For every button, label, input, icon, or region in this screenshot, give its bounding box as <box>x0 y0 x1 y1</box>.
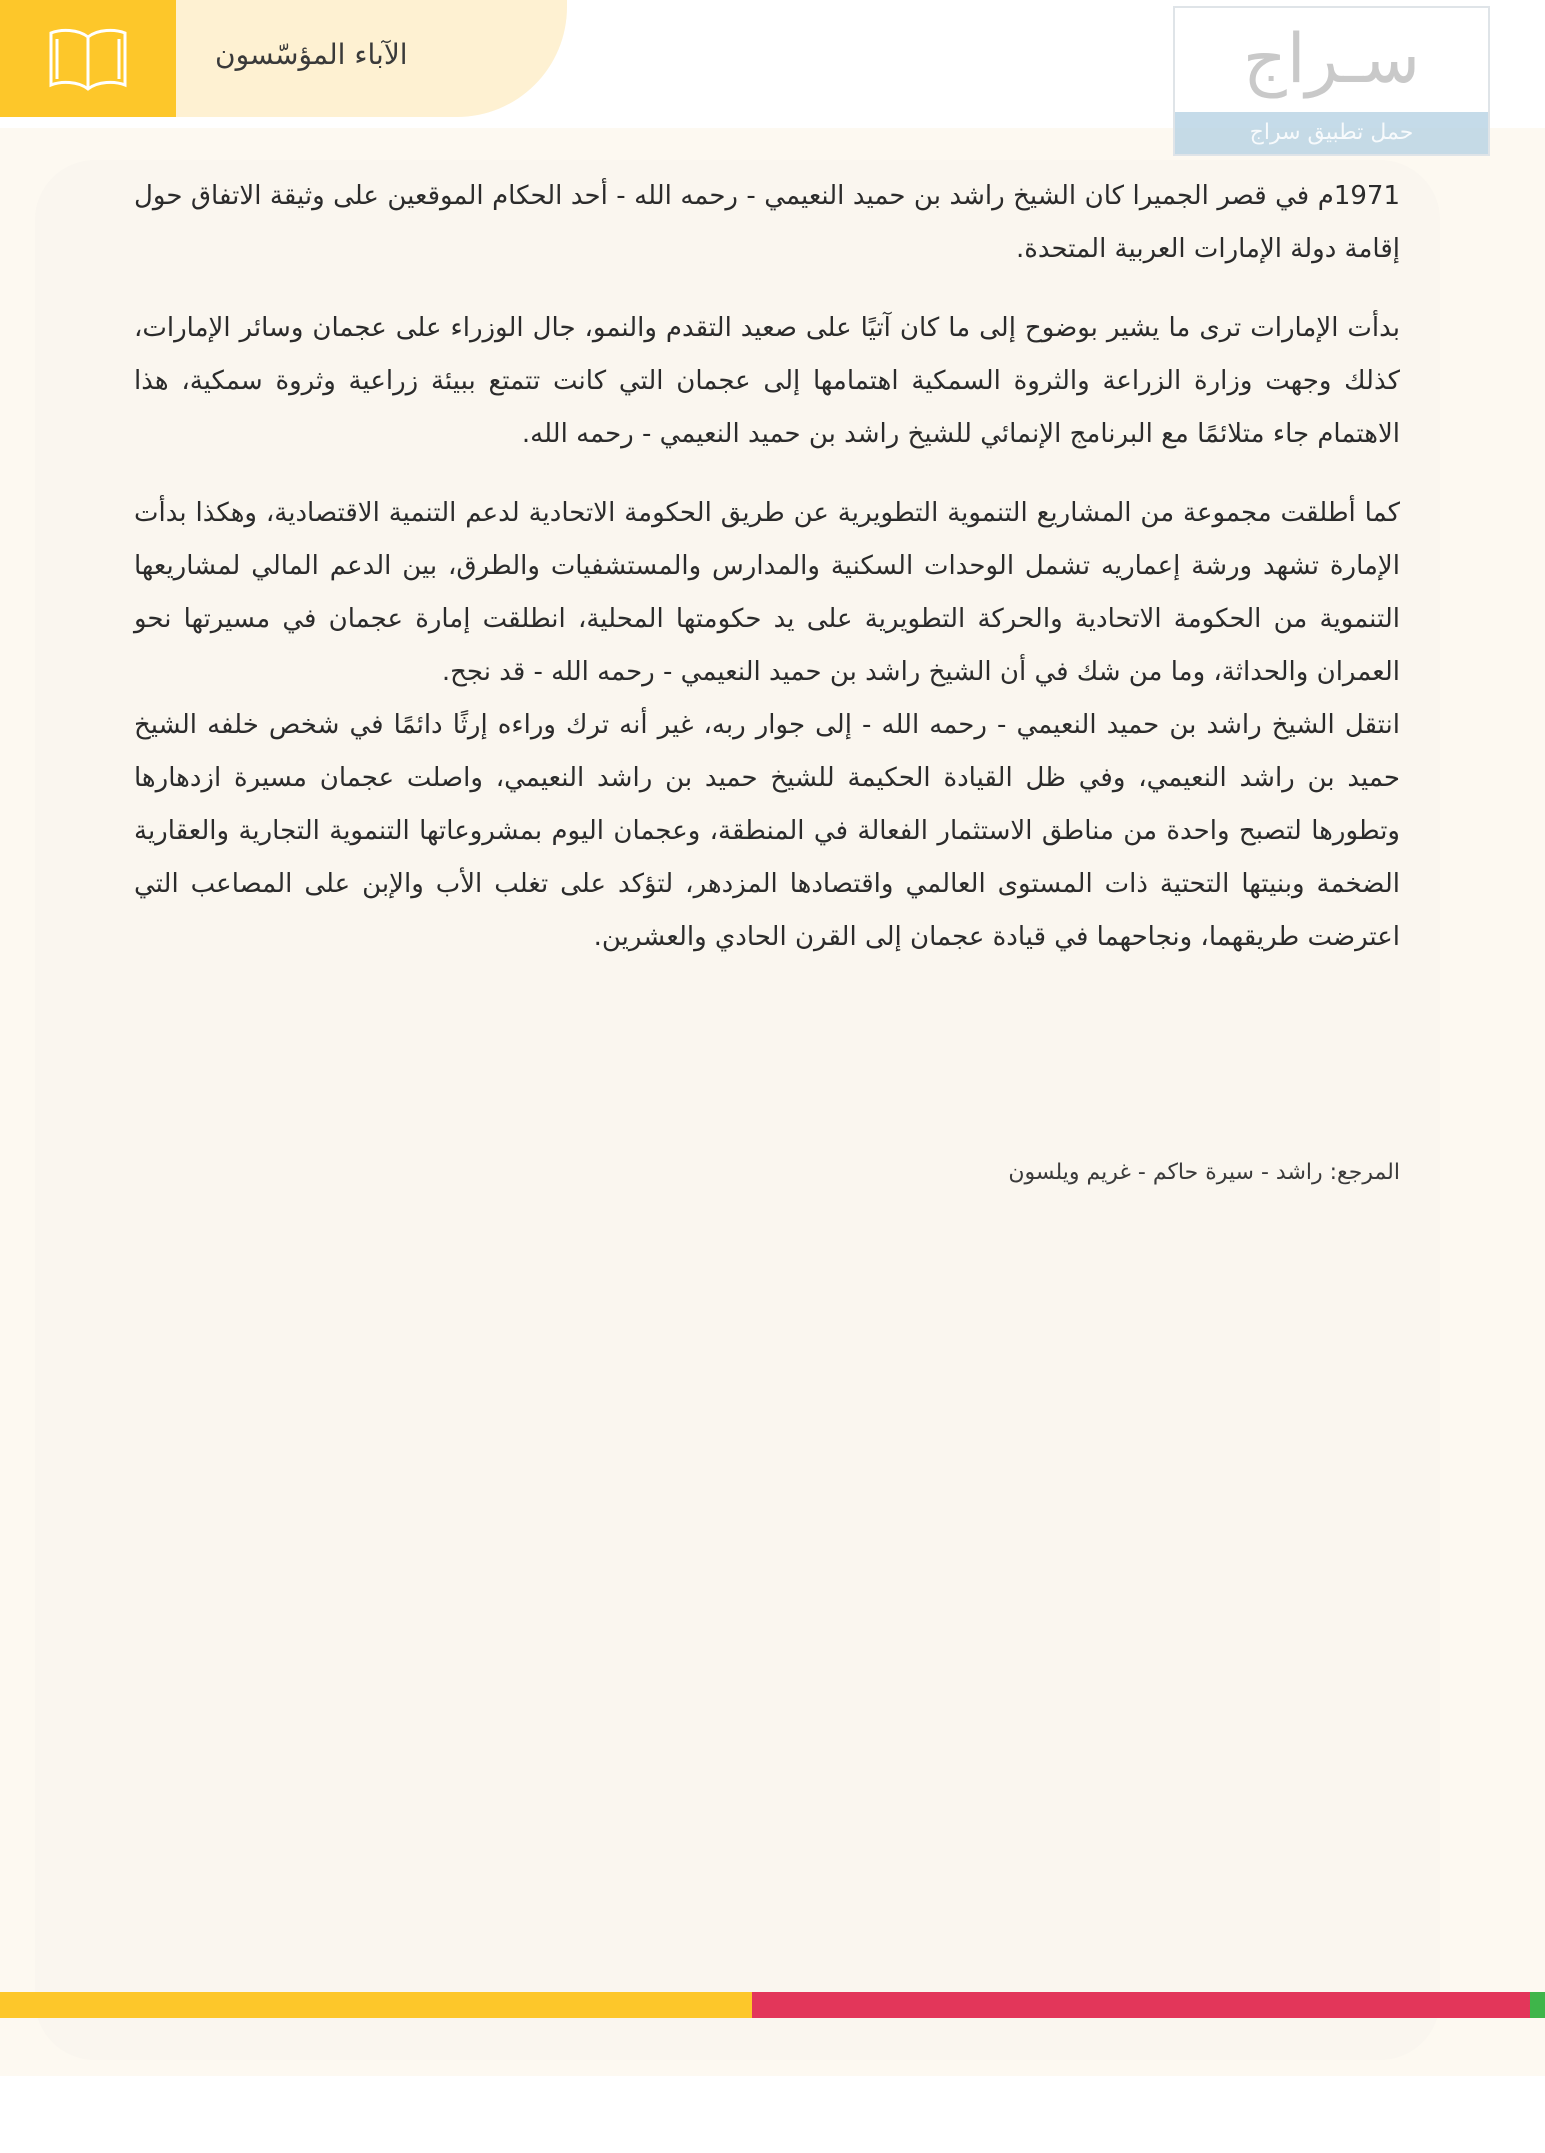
reference-citation: المرجع: راشد - سيرة حاكم - غريم ويلسون <box>1008 1160 1400 1185</box>
article-body <box>134 170 1400 990</box>
footer-bar-green <box>1530 1992 1545 2018</box>
open-book-icon <box>45 25 131 93</box>
footer-bar-yellow <box>0 1992 752 2018</box>
section-title: الآباء المؤسّسون <box>215 38 408 71</box>
paragraph: انتقل الشيخ راشد بن حميد النعيمي - رحمه الله - إلى جوار ربه، غير أنه ترك وراءه إرثًا دائمًا في شخص خلفه الشيخ حميد بن راشد النعيمي، وفي ظل القيادة الحكيمة للشيخ حميد بن راشد النعيمي، واصلت عجمان مسيرة ازدهارها وتطورها لتصبح واحدة من مناطق الاستثمار الفعالة في المنطقة، وعجمان اليوم بمشروعاتها التنموية التجارية والعقارية الضخمة وبنيتها التحتية ذات المستوى العالمي واقتصادها المزدهر، لتؤكد على تغلب الأب والإبن على المصاعب التي اعترضت طريقهما، ونجاحهما في قيادة عجمان إلى القرن الحادي والعشرين. <box>134 710 1400 952</box>
watermark <box>1173 6 1490 156</box>
paragraph: 1971م في قصر الجميرا كان الشيخ راشد بن حميد النعيمي - رحمه الله - أحد الحكام الموقعين على وثيقة الاتفاق حول إقامة دولة الإمارات العربية المتحدة. <box>134 181 1400 264</box>
header-icon-box <box>0 0 176 117</box>
watermark-tagline: حمل تطبيق سراج <box>1175 112 1488 154</box>
paragraph: بدأت الإمارات ترى ما يشير بوضوح إلى ما كان آتيًا على صعيد التقدم والنمو، جال الوزراء على عجمان وسائر الإمارات، كذلك وجهت وزارة الزراعة والثروة السمكية اهتمامها إلى عجمان التي كانت تتمتع ببيئة زراعية وثروة سمكية، هذا الاهتمام جاء متلائمًا مع البرنامج الإنمائي للشيخ راشد بن حميد النعيمي - رحمه الله. <box>134 313 1400 449</box>
paragraph: كما أطلقت مجموعة من المشاريع التنموية التطويرية عن طريق الحكومة الاتحادية لدعم التنمية الاقتصادية، وهكذا بدأت الإمارة تشهد ورشة إعماريه تشمل الوحدات السكنية والمدارس والمستشفيات والطرق، بين الدعم المالي لمشاريعها التنموية من الحكومة الاتحادية والحركة التطويرية على يد حكومتها المحلية، انطلقت إمارة عجمان في مسيرتها نحو العمران والحداثة، وما من شك في أن الشيخ راشد بن حميد النعيمي - رحمه الله - قد نجح. <box>134 498 1400 687</box>
watermark-logo: سـراج <box>1242 20 1421 99</box>
footer-bar-red <box>752 1992 1530 2018</box>
